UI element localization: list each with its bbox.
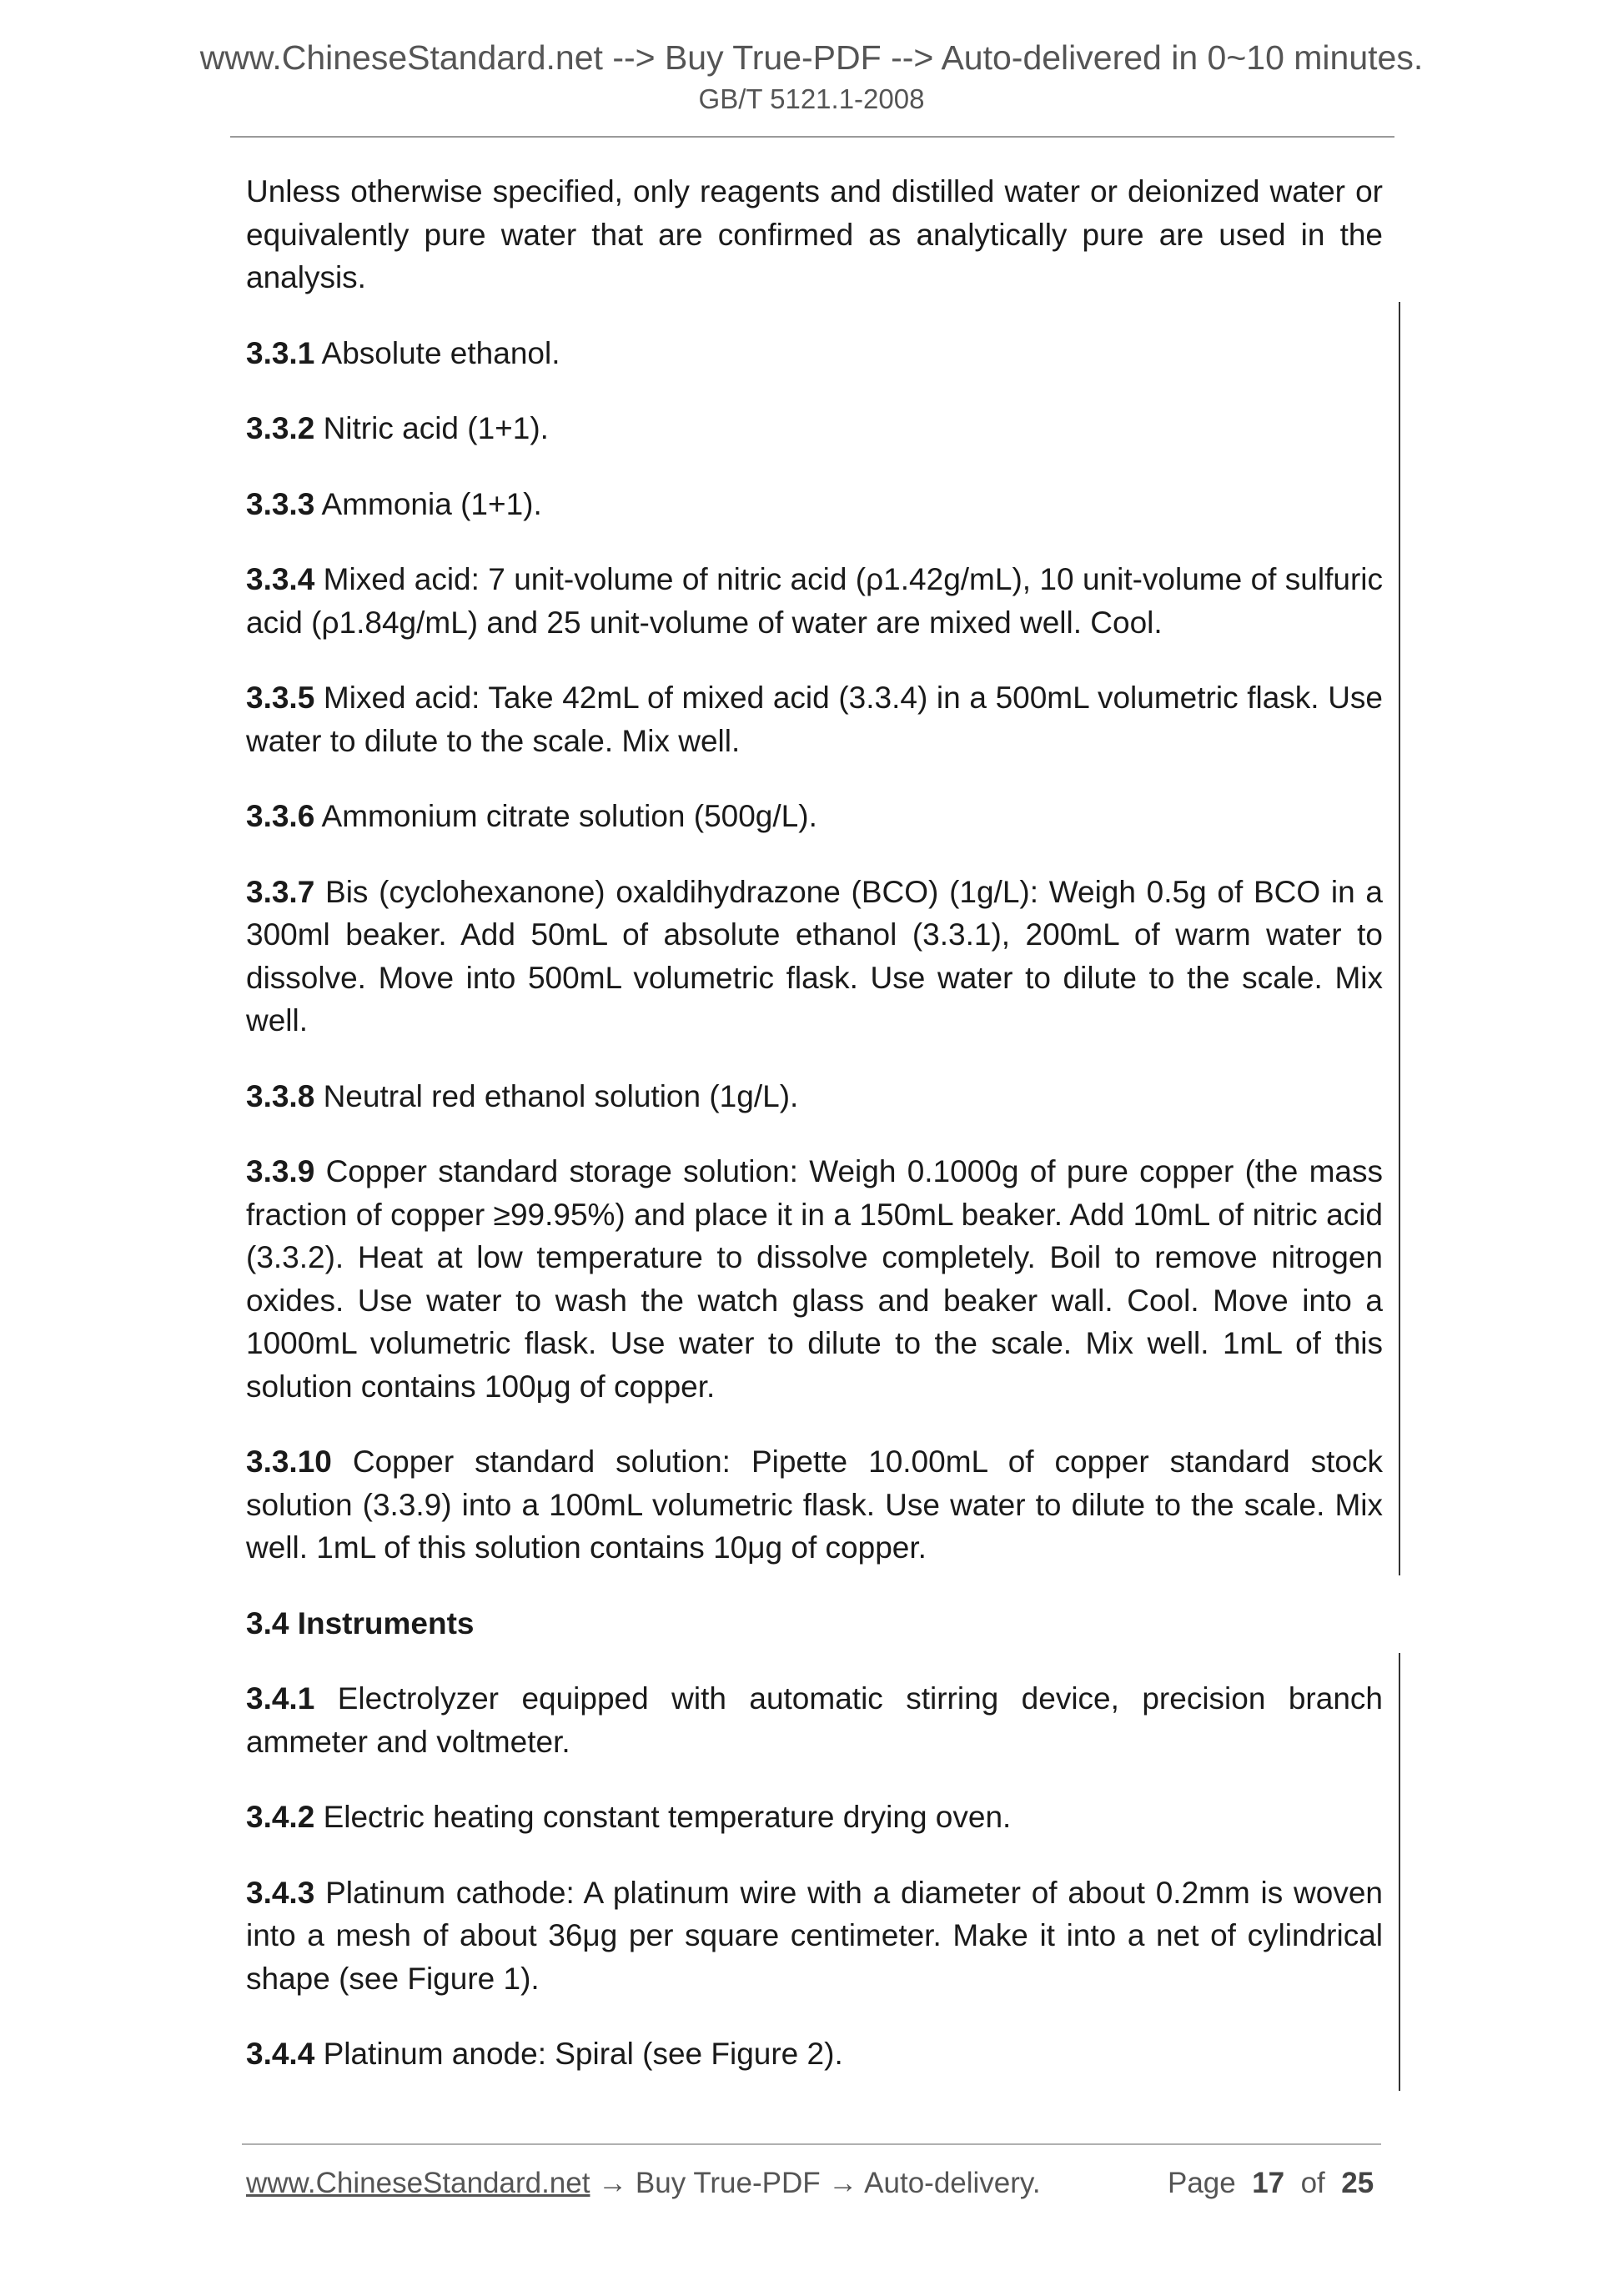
clause-text: Mixed acid: Take 42mL of mixed acid (3.3.4) in a 500mL volumetric flask. Use water to dilute to the scale. Mix well. [246,681,1383,758]
clause-3-3-3 [246,483,1383,526]
footer-promo [246,2167,1041,2200]
clause-number: 3.4.3 [246,1875,315,1910]
document-body [246,170,1383,2108]
clause-number: 3.3.6 [246,799,315,833]
revision-bar [1399,302,1400,1575]
clause-number: 3.3.5 [246,681,315,715]
clause-number: 3.3.1 [246,335,315,370]
clause-number: 3.3.3 [246,486,315,521]
clause-number: 3.4.4 [246,2037,315,2071]
standard-id: GB/T 5121.1-2008 [698,83,925,114]
clause-text: Electric heating constant temperature drying oven. [314,1800,1012,1834]
section-heading-instruments: 3.4 Instruments [246,1605,475,1640]
footer-divider [242,2143,1381,2145]
clause-number: 3.3.2 [246,411,315,445]
intro-paragraph: Unless otherwise specified, only reagents and distilled water or deionized water or equivalently pure water that are confirmed as analytically pure are used in the analysis. [246,174,1383,294]
clause-3-4-1 [246,1677,1383,1763]
site-link[interactable]: www.ChineseStandard.net [246,2167,590,2199]
clause-3-4-2 [246,1796,1383,1839]
footer-tagline: → Buy True-PDF → Auto-delivery. [590,2167,1041,2199]
clause-text: Platinum anode: Spiral (see Figure 2). [314,2037,843,2071]
clause-text: Nitric acid (1+1). [314,411,549,445]
clause-number: 3.3.7 [246,874,315,909]
clause-number: 3.3.8 [246,1078,315,1113]
page-total: 25 [1341,2167,1374,2199]
clause-text: Copper standard storage solution: Weigh 0.1000g of pure copper (the mass fraction of copper ≥99.95%) and place it in a 150mL beaker. Add 10mL of nitric acid (3.3.2). Heat at low temperature to dissolve completely. Boil to remove nitrogen oxides. Use water to wash the watch glass and beaker wall. Cool. Move into a 1000mL volumetric flask. Use water to dilute to the scale. Mix well. 1mL of this solution contains 100μg of copper. [246,1154,1383,1404]
page-of: of [1300,2167,1325,2199]
clause-text: Platinum cathode: A platinum wire with a diameter of about 0.2mm is woven into a mesh of about 36μg per square centimeter. Make it into a net of cylindrical shape (see Figure 1). [246,1875,1383,1996]
clause-text: Electrolyzer equipped with automatic stirring device, precision branch ammeter and voltmeter. [246,1681,1383,1759]
clause-3-3-1 [246,332,1383,375]
clause-text: Absolute ethanol. [314,335,560,370]
clause-3-3-10 [246,1440,1383,1570]
page-current: 17 [1252,2167,1285,2199]
clause-3-3-6 [246,795,1383,838]
header-banner: www.ChineseStandard.net --> Buy True-PDF --> Auto-delivered in 0~10 minutes. [199,38,1424,77]
page-indicator [1168,2167,1374,2200]
revision-bar [1399,1653,1400,2091]
clause-3-4-3 [246,1871,1383,2001]
clause-3-3-5 [246,676,1383,762]
header-divider [230,136,1394,138]
page-label: Page [1168,2167,1236,2199]
clause-text: Mixed acid: 7 unit-volume of nitric acid (ρ1.42g/mL), 10 unit-volume of sulfuric acid (ρ1.84g/mL) and 25 unit-volume of water are mixed well. Cool. [246,562,1383,640]
clause-3-3-7 [246,871,1383,1042]
clause-number: 3.3.9 [246,1154,315,1188]
clause-text: Bis (cyclohexanone) oxaldihydrazone (BCO) (1g/L): Weigh 0.5g of BCO in a 300ml beaker. Add 50mL of absolute ethanol (3.3.1), 200mL of warm water to dissolve. Move into 500mL volumetric flask. Use water to dilute to the scale. Mix well. [246,874,1383,1037]
clause-number: 3.4.2 [246,1800,315,1834]
clause-3-3-9 [246,1150,1383,1408]
clause-3-4-4 [246,2032,1383,2076]
clause-text: Neutral red ethanol solution (1g/L). [314,1078,799,1113]
clause-3-3-2 [246,407,1383,450]
clause-3-3-4 [246,558,1383,644]
clause-text: Ammonium citrate solution (500g/L). [314,799,817,833]
clause-text: Ammonia (1+1). [314,486,542,521]
clause-text: Copper standard solution: Pipette 10.00mL of copper standard stock solution (3.3.9) into a 100mL volumetric flask. Use water to dilute to the scale. Mix well. 1mL of this solution contains 10μg of copper. [246,1444,1383,1565]
clause-number: 3.3.4 [246,562,315,596]
clause-number: 3.4.1 [246,1681,315,1716]
clause-number: 3.3.10 [246,1444,332,1479]
clause-3-3-8 [246,1075,1383,1118]
